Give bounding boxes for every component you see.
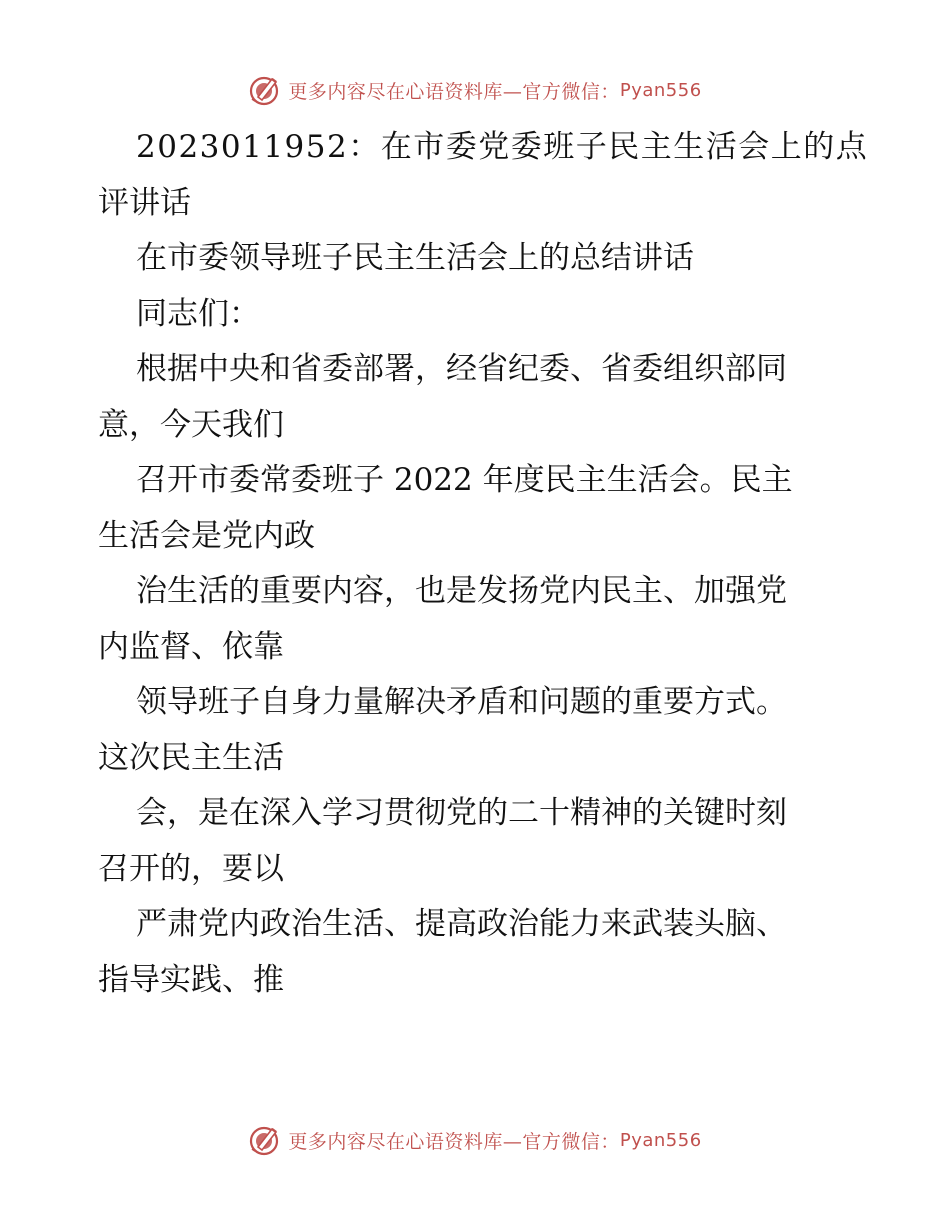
watermark-text: 更多内容尽在心语资料库—官方微信： <box>288 1130 620 1153</box>
document-line: 领导班子自身力量解决矛盾和问题的重要方式。 <box>136 684 787 720</box>
document-line: 严肃党内政治生活、提高政治能力来武装头脑、 <box>136 906 787 942</box>
document-line: 指导实践、推 <box>98 961 284 998</box>
document-line: 评讲话 <box>98 184 191 221</box>
document-line: 同志们： <box>136 295 260 332</box>
document-line: 召开的，要以 <box>98 850 284 887</box>
document-line: 治生活的重要内容，也是发扬党内民主、加强党 <box>136 573 787 609</box>
document-line: 生活会是党内政 <box>98 517 315 554</box>
document-line: 会，是在深入学习贯彻党的二十精神的关键时刻 <box>136 795 787 831</box>
watermark-account: Pyan556 <box>619 1129 702 1151</box>
watermark-text: 更多内容尽在心语资料库—官方微信： <box>288 80 620 103</box>
document-body <box>98 120 869 1008</box>
header-watermark <box>0 70 950 110</box>
document-line: 内监督、依靠 <box>98 628 284 665</box>
document-line: 在市委领导班子民主生活会上的总结讲话 <box>136 240 694 276</box>
document-line: 这次民主生活 <box>98 739 284 776</box>
document-line: 意，今天我们 <box>98 406 284 443</box>
footer-watermark <box>0 1120 950 1160</box>
pen-logo-icon <box>248 73 282 107</box>
document-line: 2023011952：在市委党委班子民主生活会上的点 <box>136 129 869 165</box>
document-line: 根据中央和省委部署，经省纪委、省委组织部同 <box>136 351 787 387</box>
document-line: 召开市委常委班子 2022 年度民主生活会。民主 <box>136 462 793 498</box>
pen-logo-icon <box>248 1123 282 1157</box>
watermark-account: Pyan556 <box>619 79 702 101</box>
